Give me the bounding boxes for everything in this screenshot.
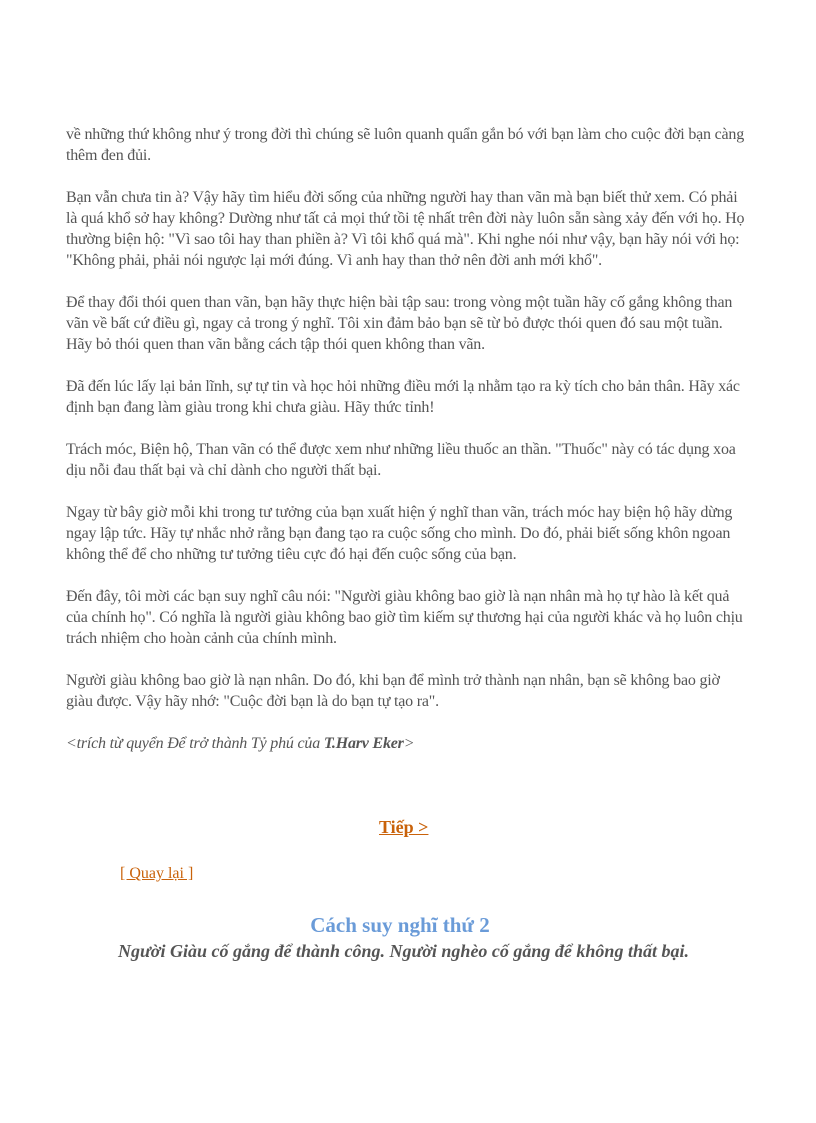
paragraph-8: Người giàu không bao giờ là nạn nhân. Do đó, khi bạn để mình trở thành nạn nhân, bạn sẽ không bao giờ giàu được. Vậy hãy nhớ: "Cuộc đời bạn là do bạn tự tạo ra".: [66, 672, 720, 710]
section-title: Cách suy nghĩ thứ 2: [310, 913, 490, 937]
citation-prefix: <trích từ quyển Để trở thành Tỷ phú của: [66, 735, 324, 752]
paragraph-2: Bạn vẫn chưa tin à? Vậy hãy tìm hiểu đời sống của những người hay than vãn mà bạn biết thử xem. Có phải là quá khổ sở hay không? Dường như tất cả mọi thứ tồi tệ nhất trên đời này luôn sẵn sàng xảy đến với họ. Họ thường biện hộ: "Vì sao tôi hay than phiền à? Vì tôi khổ quá mà". Khi nghe nói như vậy, bạn hãy nói với họ: "Không phải, phải nói ngược lại mới đúng. Vì anh hay than thở nên đời anh mới khổ".: [66, 189, 745, 269]
source-citation: [66, 733, 750, 754]
back-link[interactable]: [ Quay lại ]: [120, 865, 194, 882]
paragraph-5: Trách móc, Biện hộ, Than vãn có thể được xem như những liều thuốc an thần. "Thuốc" này có tác dụng xoa dịu nỗi đau thất bại và chỉ dành cho người thất bại.: [66, 441, 736, 479]
citation-suffix: >: [403, 735, 415, 752]
paragraph-7: Đến đây, tôi mời các bạn suy nghĩ câu nói: "Người giàu không bao giờ là nạn nhân mà họ tự hào là kết quả của chính họ". Có nghĩa là người giàu không bao giờ tìm kiếm sự thương hại của người khác và họ luôn chịu trách nhiệm cho hoàn cảnh của chính mình.: [66, 588, 743, 647]
paragraph-1: về những thứ không như ý trong đời thì chúng sẽ luôn quanh quẩn gắn bó với bạn làm cho cuộc đời bạn càng thêm đen đủi.: [66, 126, 745, 164]
paragraph-3: Để thay đổi thói quen than vãn, bạn hãy thực hiện bài tập sau: trong vòng một tuần hãy cố gắng không than vãn về bất cứ điều gì, ngay cả trong ý nghĩ. Tôi xin đảm bảo bạn sẽ từ bỏ được thói quen đó sau một tuần. Hãy bỏ thói quen than vãn bằng cách tập thói quen không than vãn.: [66, 294, 733, 353]
paragraph-4: Đã đến lúc lấy lại bản lĩnh, sự tự tin và học hỏi những điều mới lạ nhằm tạo ra kỳ tích cho bản thân. Hãy xác định bạn đang làm giàu trong khi chưa giàu. Hãy thức tỉnh!: [66, 378, 740, 416]
article-body: [66, 124, 750, 782]
section-subtitle: [70, 940, 718, 963]
section-subtitle-text: Người Giàu cố gắng để thành công. Người nghèo cố gắng để không thất bại.: [118, 941, 689, 961]
paragraph-6: Ngay từ bây giờ mỗi khi trong tư tưởng của bạn xuất hiện ý nghĩ than vãn, trách móc hay biện hộ hãy dừng ngay lập tức. Hãy tự nhắc nhở rằng bạn đang tạo ra cuộc sống cho mình. Do đó, phải biết sống khôn ngoan không thể để cho những tư tưởng tiêu cực đó hại đến cuộc sống của bạn.: [66, 504, 733, 563]
next-link[interactable]: Tiếp >: [379, 817, 429, 837]
citation-author: T.Harv Eker: [323, 735, 404, 752]
